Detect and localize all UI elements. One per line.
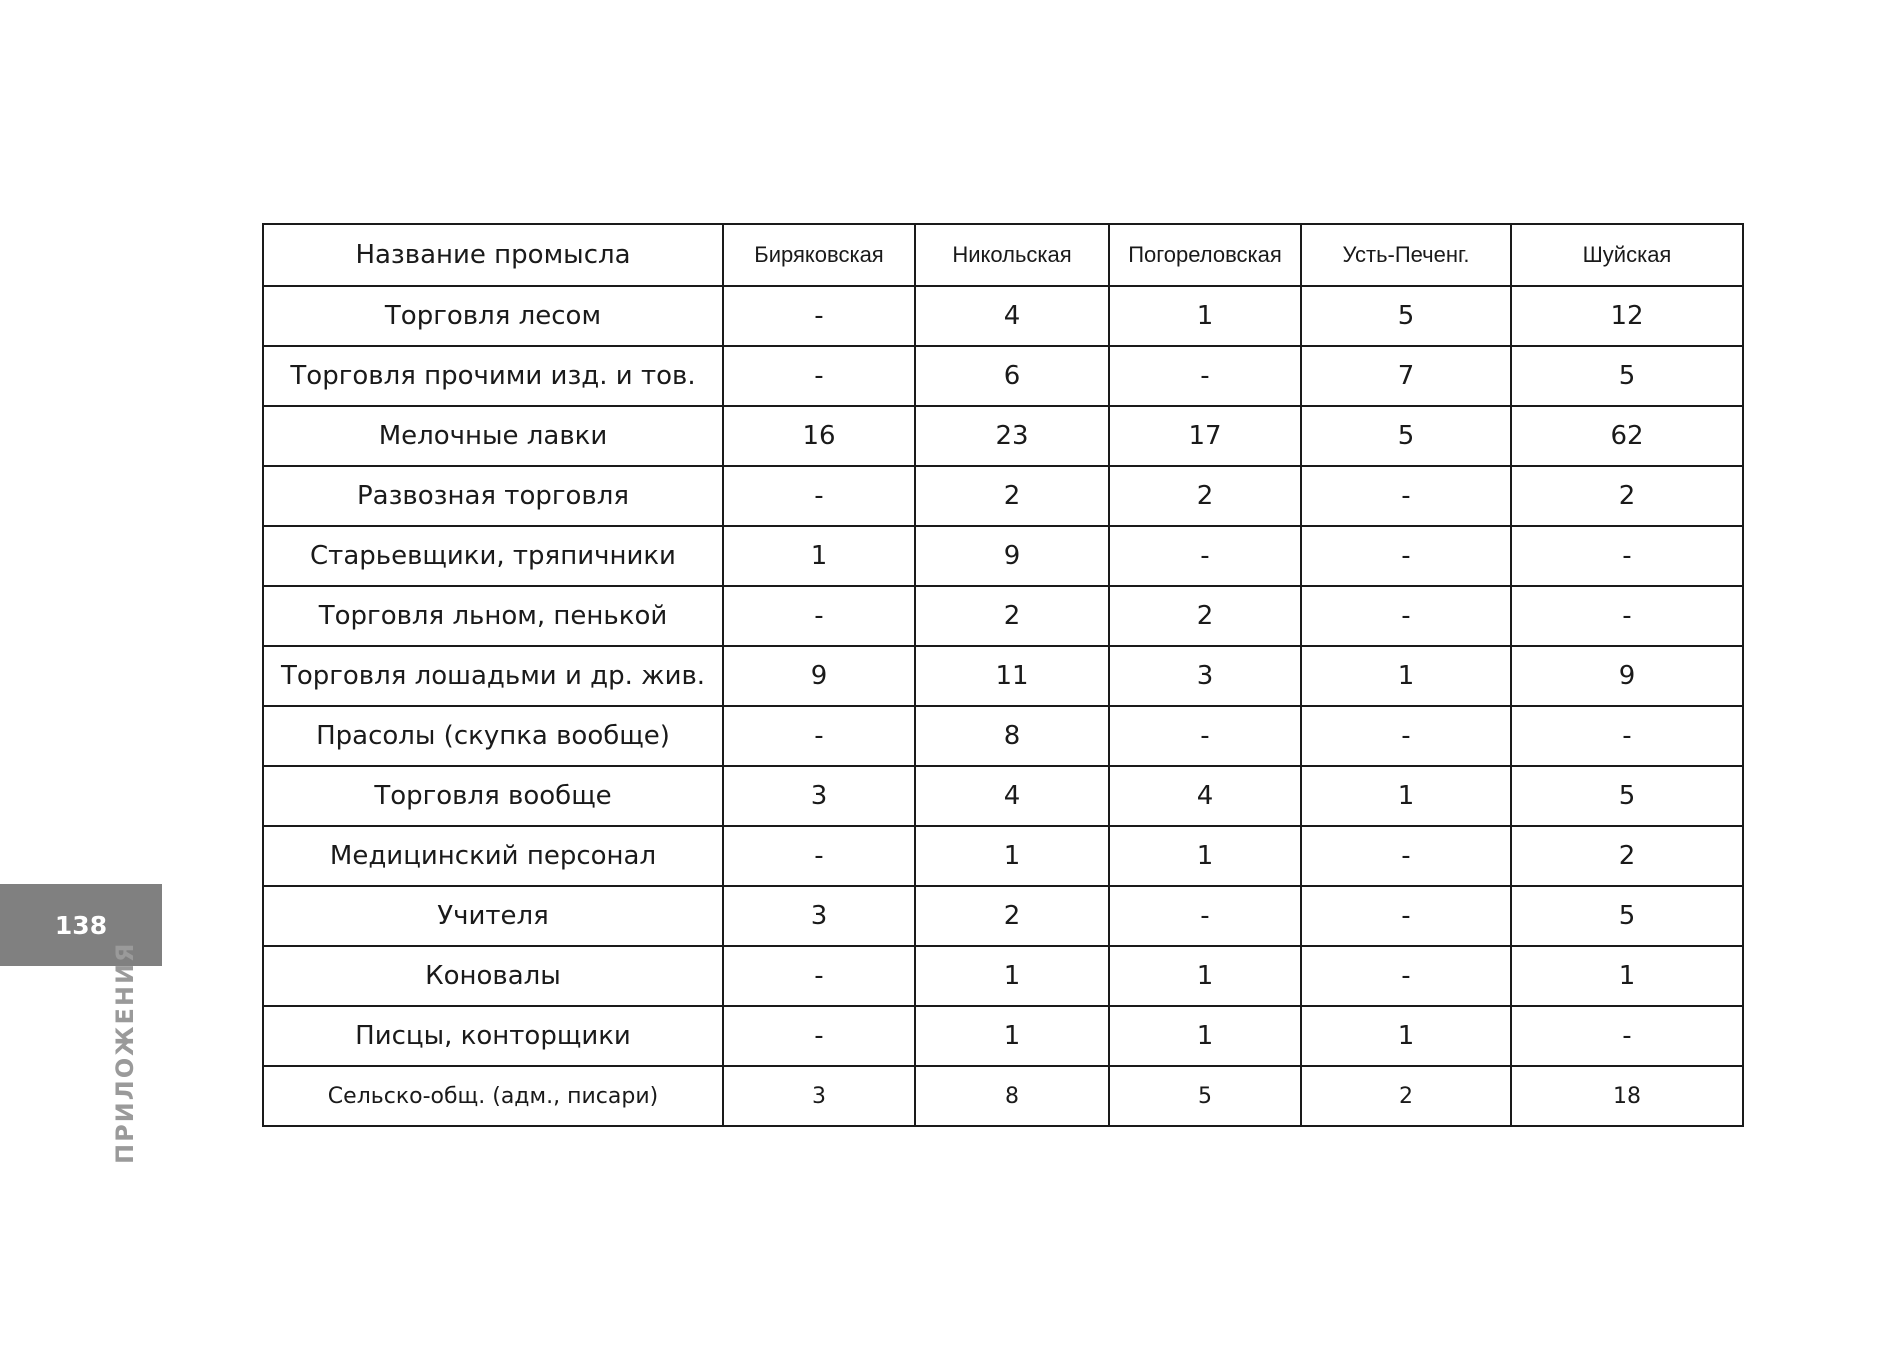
cell-nikolskaya: 1 — [915, 946, 1109, 1006]
cell-craft-name: Прасолы (скупка вообще) — [263, 706, 723, 766]
table-row — [263, 406, 1743, 466]
cell-biryakovskaya: - — [723, 706, 915, 766]
cell-ust-pecheng: - — [1301, 466, 1511, 526]
table-row — [263, 1066, 1743, 1126]
cell-nikolskaya: 4 — [915, 286, 1109, 346]
table-row — [263, 766, 1743, 826]
cell-pogorelovskaya: 1 — [1109, 946, 1301, 1006]
cell-nikolskaya: 2 — [915, 886, 1109, 946]
table-row — [263, 526, 1743, 586]
cell-shuyskaya: 5 — [1511, 766, 1743, 826]
cell-ust-pecheng: - — [1301, 886, 1511, 946]
cell-biryakovskaya: - — [723, 1006, 915, 1066]
cell-ust-pecheng: 1 — [1301, 766, 1511, 826]
cell-biryakovskaya: 3 — [723, 1066, 915, 1126]
cell-shuyskaya: - — [1511, 1006, 1743, 1066]
cell-ust-pecheng: 1 — [1301, 646, 1511, 706]
section-label-text: ПРИЛОЖЕНИЯ — [111, 941, 139, 1164]
header-biryakovskaya: Биряковская — [723, 224, 915, 286]
cell-nikolskaya: 4 — [915, 766, 1109, 826]
table-row — [263, 466, 1743, 526]
table-row — [263, 946, 1743, 1006]
cell-nikolskaya: 1 — [915, 1006, 1109, 1066]
table-row — [263, 826, 1743, 886]
cell-shuyskaya: 62 — [1511, 406, 1743, 466]
cell-biryakovskaya: - — [723, 586, 915, 646]
cell-biryakovskaya: - — [723, 466, 915, 526]
cell-nikolskaya: 9 — [915, 526, 1109, 586]
cell-ust-pecheng: - — [1301, 586, 1511, 646]
cell-biryakovskaya: - — [723, 286, 915, 346]
cell-craft-name: Сельско-общ. (адм., писари) — [263, 1066, 723, 1126]
cell-craft-name: Медицинский персонал — [263, 826, 723, 886]
cell-pogorelovskaya: 1 — [1109, 1006, 1301, 1066]
cell-nikolskaya: 11 — [915, 646, 1109, 706]
cell-nikolskaya: 8 — [915, 1066, 1109, 1126]
cell-craft-name: Торговля вообще — [263, 766, 723, 826]
cell-ust-pecheng: 5 — [1301, 406, 1511, 466]
table-row — [263, 886, 1743, 946]
cell-shuyskaya: - — [1511, 526, 1743, 586]
cell-craft-name: Учителя — [263, 886, 723, 946]
cell-shuyskaya: 2 — [1511, 466, 1743, 526]
cell-shuyskaya: 12 — [1511, 286, 1743, 346]
cell-craft-name: Торговля прочими изд. и тов. — [263, 346, 723, 406]
cell-craft-name: Коновалы — [263, 946, 723, 1006]
cell-biryakovskaya: - — [723, 346, 915, 406]
cell-ust-pecheng: - — [1301, 706, 1511, 766]
cell-shuyskaya: - — [1511, 706, 1743, 766]
cell-pogorelovskaya: - — [1109, 346, 1301, 406]
header-craft-name: Название промысла — [263, 224, 723, 286]
cell-pogorelovskaya: - — [1109, 706, 1301, 766]
cell-craft-name: Торговля лошадьми и др. жив. — [263, 646, 723, 706]
cell-shuyskaya: 5 — [1511, 886, 1743, 946]
cell-ust-pecheng: - — [1301, 946, 1511, 1006]
cell-craft-name: Мелочные лавки — [263, 406, 723, 466]
header-ust-pecheng: Усть-Печенг. — [1301, 224, 1511, 286]
cell-ust-pecheng: 7 — [1301, 346, 1511, 406]
cell-ust-pecheng: - — [1301, 526, 1511, 586]
table-header-row — [263, 224, 1743, 286]
cell-nikolskaya: 2 — [915, 466, 1109, 526]
cell-nikolskaya: 23 — [915, 406, 1109, 466]
cell-biryakovskaya: 9 — [723, 646, 915, 706]
cell-pogorelovskaya: 3 — [1109, 646, 1301, 706]
cell-pogorelovskaya: 2 — [1109, 586, 1301, 646]
table-row — [263, 286, 1743, 346]
header-shuyskaya: Шуйская — [1511, 224, 1743, 286]
cell-ust-pecheng: 1 — [1301, 1006, 1511, 1066]
cell-craft-name: Писцы, конторщики — [263, 1006, 723, 1066]
cell-pogorelovskaya: 17 — [1109, 406, 1301, 466]
cell-craft-name: Торговля льном, пенькой — [263, 586, 723, 646]
cell-pogorelovskaya: 5 — [1109, 1066, 1301, 1126]
cell-craft-name: Старьевщики, тряпичники — [263, 526, 723, 586]
cell-biryakovskaya: - — [723, 946, 915, 1006]
cell-nikolskaya: 6 — [915, 346, 1109, 406]
cell-nikolskaya: 1 — [915, 826, 1109, 886]
cell-biryakovskaya: - — [723, 826, 915, 886]
cell-shuyskaya: 18 — [1511, 1066, 1743, 1126]
cell-biryakovskaya: 3 — [723, 766, 915, 826]
cell-craft-name: Торговля лесом — [263, 286, 723, 346]
table-row — [263, 346, 1743, 406]
table-row — [263, 706, 1743, 766]
cell-shuyskaya: 5 — [1511, 346, 1743, 406]
table-row — [263, 586, 1743, 646]
cell-ust-pecheng: - — [1301, 826, 1511, 886]
cell-shuyskaya: - — [1511, 586, 1743, 646]
cell-biryakovskaya: 1 — [723, 526, 915, 586]
table-body — [263, 286, 1743, 1126]
cell-ust-pecheng: 2 — [1301, 1066, 1511, 1126]
cell-pogorelovskaya: 2 — [1109, 466, 1301, 526]
cell-biryakovskaya: 3 — [723, 886, 915, 946]
crafts-table — [262, 223, 1744, 1127]
cell-ust-pecheng: 5 — [1301, 286, 1511, 346]
cell-shuyskaya: 9 — [1511, 646, 1743, 706]
cell-shuyskaya: 1 — [1511, 946, 1743, 1006]
cell-shuyskaya: 2 — [1511, 826, 1743, 886]
cell-craft-name: Развозная торговля — [263, 466, 723, 526]
cell-pogorelovskaya: 1 — [1109, 286, 1301, 346]
page-number: 138 — [54, 910, 108, 940]
cell-pogorelovskaya: 1 — [1109, 826, 1301, 886]
header-nikolskaya: Никольская — [915, 224, 1109, 286]
cell-nikolskaya: 2 — [915, 586, 1109, 646]
table-row — [263, 646, 1743, 706]
cell-pogorelovskaya: 4 — [1109, 766, 1301, 826]
cell-pogorelovskaya: - — [1109, 526, 1301, 586]
cell-nikolskaya: 8 — [915, 706, 1109, 766]
cell-pogorelovskaya: - — [1109, 886, 1301, 946]
cell-biryakovskaya: 16 — [723, 406, 915, 466]
table-row — [263, 1006, 1743, 1066]
header-pogorelovskaya: Погореловская — [1109, 224, 1301, 286]
